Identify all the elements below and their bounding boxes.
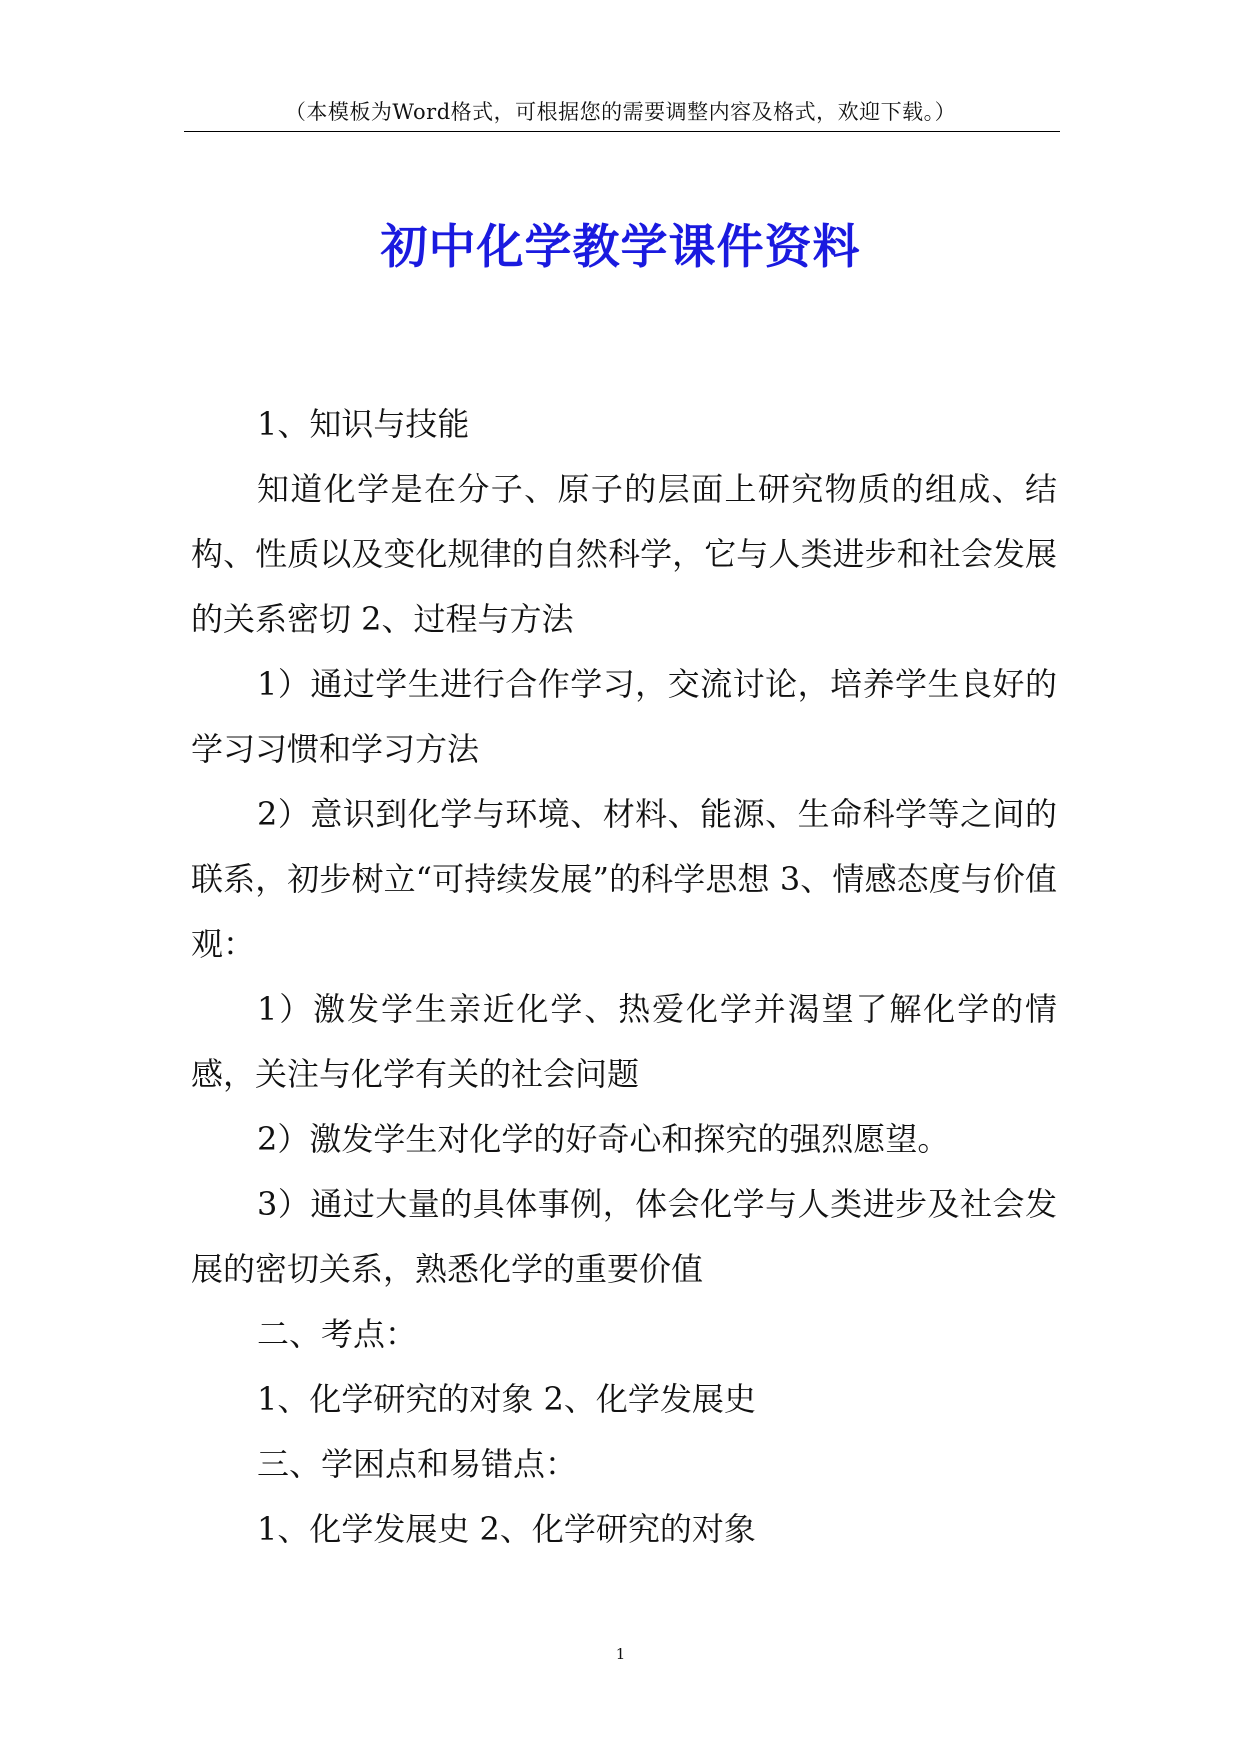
- paragraph: 3）通过大量的具体事例，体会化学与人类进步及社会发展的密切关系，熟悉化学的重要价值: [191, 1185, 1057, 1288]
- paragraph: 1、知识与技能: [257, 405, 470, 443]
- paragraph: 二、考点：: [257, 1315, 418, 1353]
- header-divider: [184, 131, 1060, 132]
- header-note: （本模板为Word格式，可根据您的需要调整内容及格式，欢迎下载。）: [284, 100, 957, 124]
- paragraph: 1、化学发展史 2、化学研究的对象: [257, 1510, 756, 1548]
- paragraph: 1）通过学生进行合作学习，交流讨论，培养学生良好的学习习惯和学习方法: [191, 665, 1057, 768]
- paragraph: 三、学困点和易错点：: [257, 1445, 578, 1483]
- paragraph: 知道化学是在分子、原子的层面上研究物质的组成、结构、性质以及变化规律的自然科学，它与人类进步和社会发展的关系密切 2、过程与方法: [191, 470, 1057, 638]
- paragraph: 2）激发学生对化学的好奇心和探究的强烈愿望。: [257, 1120, 950, 1158]
- document-body: [191, 392, 1057, 1562]
- document-title: 初中化学教学课件资料: [380, 220, 861, 275]
- page-number: 1: [615, 1645, 626, 1663]
- paragraph: 2）意识到化学与环境、材料、能源、生命科学等之间的联系，初步树立“可持续发展”的科学思想 3、情感态度与价值观：: [191, 795, 1057, 963]
- paragraph: 1、化学研究的对象 2、化学发展史: [257, 1380, 756, 1418]
- paragraph: 1）激发学生亲近化学、热爱化学并渴望了解化学的情感，关注与化学有关的社会问题: [191, 990, 1057, 1093]
